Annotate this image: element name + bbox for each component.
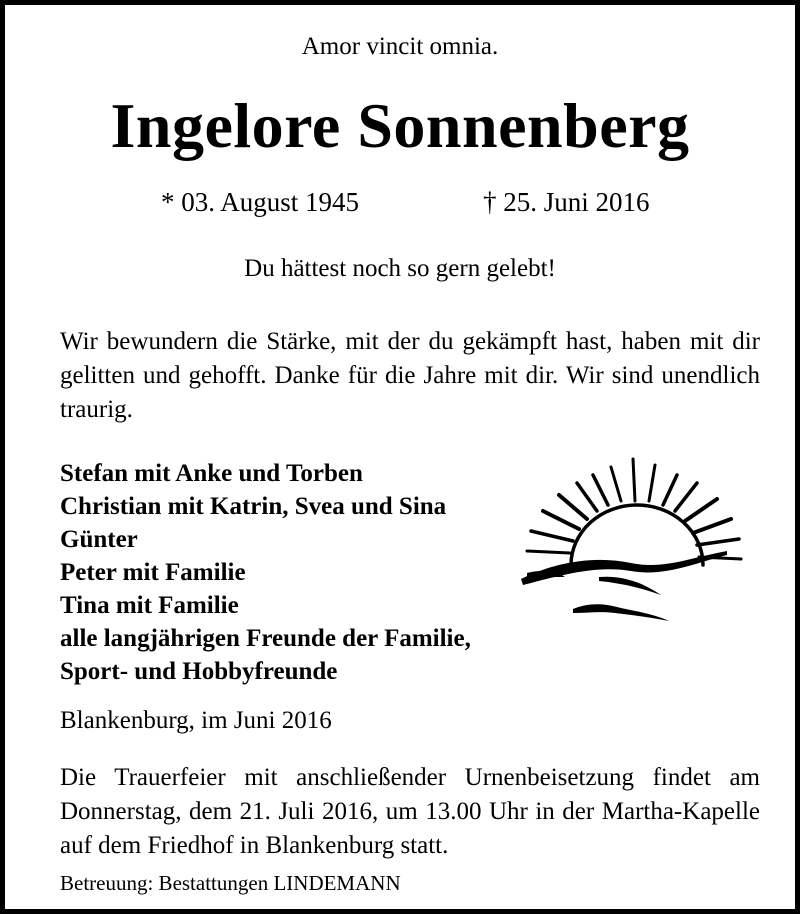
mourner-line: Günter xyxy=(60,526,138,553)
mourner-line: Stefan mit Anke und Torben xyxy=(60,460,363,487)
mourner-line: alle langjährigen Freunde der Familie, xyxy=(60,625,471,652)
mourners-list xyxy=(60,457,520,688)
place-date: Blankenburg, im Juni 2016 xyxy=(60,707,332,734)
mourner-line: Sport- und Hobbyfreunde xyxy=(60,658,338,685)
sunset-icon xyxy=(513,453,749,633)
mourner-line: Tina mit Familie xyxy=(60,592,239,619)
tribute-paragraph: Wir bewundern die Stärke, mit der du gekämpft hast, haben mit dir gelitten und gehofft. Danke für die Jahre mit dir. Wir sind unendlich traurig. xyxy=(60,328,760,423)
death-date: † 25. Juni 2016 xyxy=(483,187,650,217)
deceased-name: Ingelore Sonnenberg xyxy=(110,90,690,161)
mourner-line: Peter mit Familie xyxy=(60,559,246,586)
mourner-line: Christian mit Katrin, Svea und Sina xyxy=(60,493,447,520)
birth-date: * 03. August 1945 xyxy=(161,187,360,217)
funeral-home: Betreuung: Bestattungen LINDEMANN xyxy=(60,871,401,895)
motto: Amor vincit omnia. xyxy=(301,33,499,60)
subline: Du hättest noch so gern gelebt! xyxy=(244,255,556,282)
ceremony-info: Die Trauerfeier mit anschließender Urnenbeisetzung findet am Donnerstag, dem 21. Juli 2016, um 13.00 Uhr in der Martha-Kapelle auf dem Friedhof in Blankenburg statt. xyxy=(60,764,760,859)
